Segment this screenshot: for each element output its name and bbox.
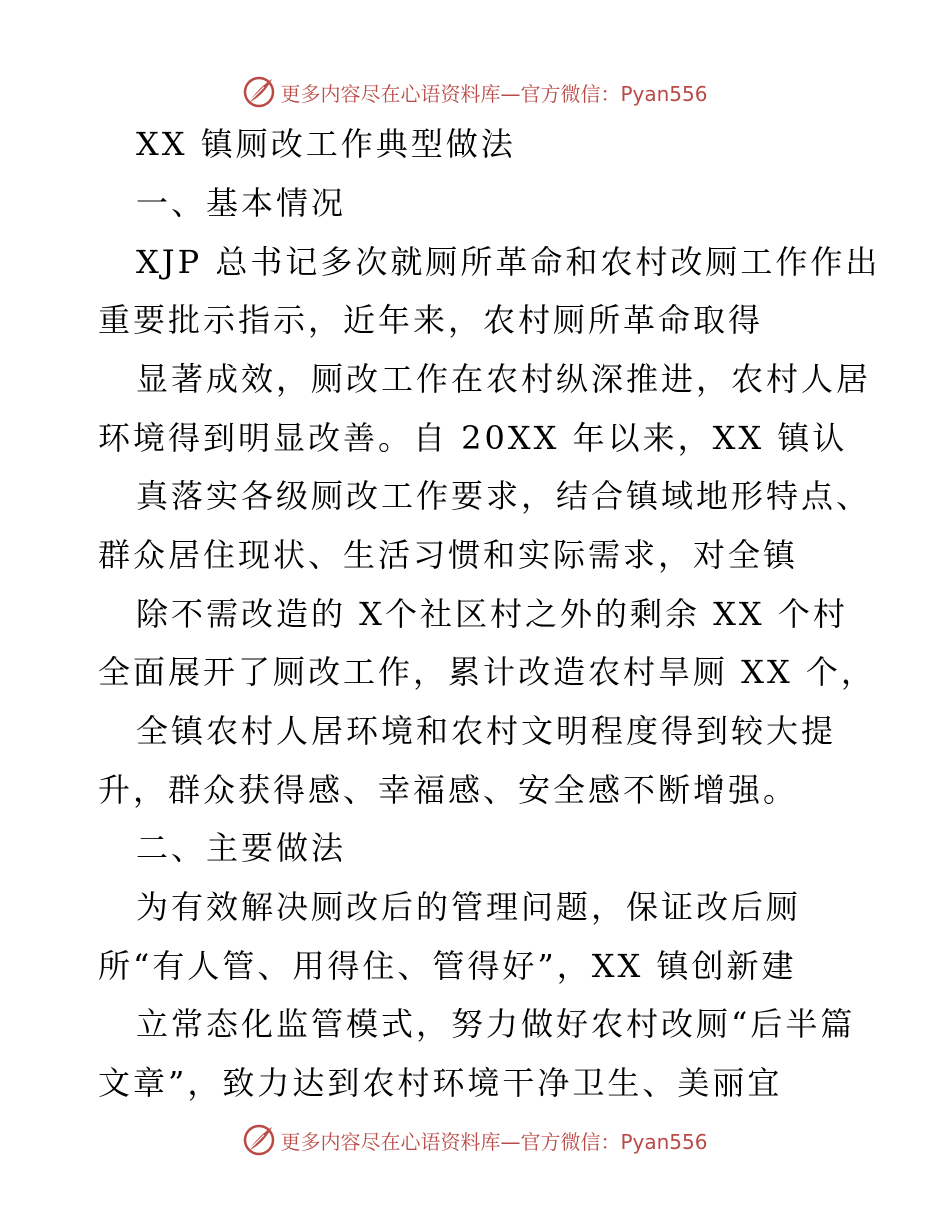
- paragraph-line: 环境得到明显改善。自 20XX 年以来，XX 镇认: [98, 419, 848, 457]
- paragraph-line: XJP 总书记多次就厕所革命和农村改厕工作作出: [136, 243, 881, 281]
- watermark-footer: [0, 1120, 950, 1160]
- section-heading: 一、基本情况: [136, 184, 347, 222]
- paragraph-line: 全面展开了厕改工作，累计改造农村旱厕 XX 个，: [98, 653, 876, 691]
- paragraph-line: 群众居住现状、生活习惯和实际需求，对全镇: [98, 536, 799, 574]
- paragraph-line: 文章”，致力达到农村环境干净卫生、美丽宜: [98, 1064, 783, 1102]
- section-heading: 二、主要做法: [136, 829, 347, 867]
- paragraph-line: 真落实各级厕改工作要求，结合镇域地形特点、: [136, 477, 872, 515]
- feather-pen-logo-icon: [242, 1123, 276, 1157]
- paragraph-line: 重要批示指示，近年来，农村厕所革命取得: [98, 301, 764, 339]
- watermark-text: 更多内容尽在心语资料库—官方微信：Pyan556: [280, 81, 708, 106]
- paragraph-line: 所“有人管、用得住、管得好”，XX 镇创新建: [98, 947, 797, 985]
- paragraph-line: 全镇农村人居环境和农村文明程度得到较大提: [136, 712, 837, 750]
- document-title: XX 镇厕改工作典型做法: [136, 125, 516, 163]
- paragraph-line: 立常态化监管模式，努力做好农村改厕“后半篇: [136, 1005, 856, 1043]
- paragraph-line: 升，群众获得感、幸福感、安全感不断增强。: [98, 771, 799, 809]
- paragraph-line: 除不需改造的 X个社区村之外的剩余 XX 个村: [136, 595, 848, 633]
- paragraph-line: 显著成效，厕改工作在农村纵深推进，农村人居: [136, 360, 872, 398]
- paragraph-line: 为有效解决厕改后的管理问题，保证改后厕: [136, 888, 802, 926]
- watermark-header: [0, 72, 950, 112]
- watermark-text: 更多内容尽在心语资料库—官方微信：Pyan556: [280, 1129, 708, 1154]
- feather-pen-logo-icon: [242, 75, 276, 109]
